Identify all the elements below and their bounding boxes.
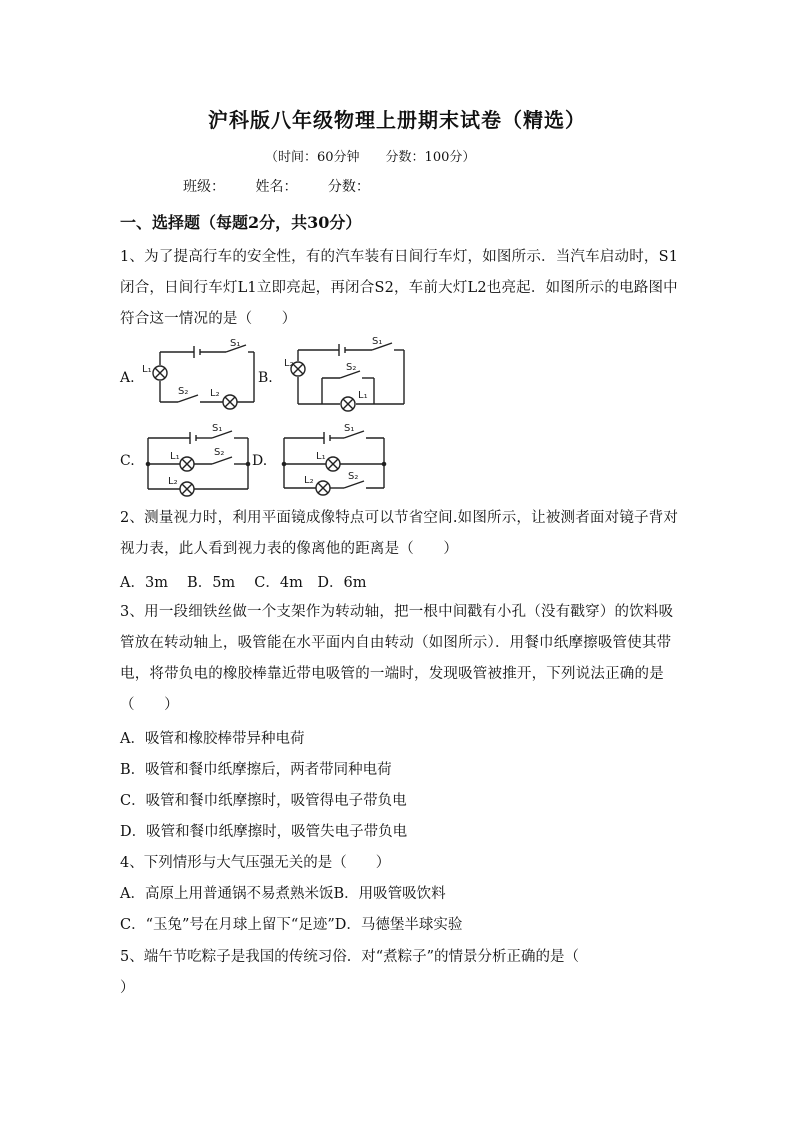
option-b-label: B. bbox=[258, 370, 273, 386]
label-s2: S₂ bbox=[346, 362, 357, 373]
question-3-stem: 3、用一段细铁丝做一个支架作为转动轴，把一根中间戳有小孔（没有戳穿）的饮料吸管放在转动轴上，吸管能在水平面内自由转动（如图所示）．用餐巾纸摩擦吸管使其带电，将带负电的橡胶棒靠近带电吸管的一端时，发现吸管被推开，下列说法正确的是（ ） bbox=[120, 604, 674, 713]
question-3-option-b: B．吸管和餐巾纸摩擦后，两者带同种电荷 bbox=[120, 762, 392, 778]
option-d-label: D. bbox=[252, 453, 268, 469]
label-l2: L₂ bbox=[210, 388, 220, 399]
label-l1: L₁ bbox=[142, 364, 152, 375]
score-field: 分数： bbox=[327, 179, 370, 195]
class-field: 班级： bbox=[183, 179, 225, 195]
question-4-stem: 4、下列情形与大气压强无关的是（ ） bbox=[120, 855, 391, 871]
exam-title: 沪科版八年级物理上册期末试卷（精选） bbox=[208, 108, 586, 132]
option-a-label: A. bbox=[120, 370, 135, 386]
circuit-d-diagram bbox=[278, 422, 393, 497]
question-5-stem: 5、端午节吃粽子是我国的传统习俗．对“煮粽子”的情景分析正确的是（ bbox=[120, 949, 580, 965]
question-3-option-d: D．吸管和餐巾纸摩擦时，吸管失电子带负电 bbox=[120, 824, 408, 840]
label-l2: L₂ bbox=[168, 476, 178, 487]
label-s1: S₁ bbox=[344, 423, 355, 434]
student-fields bbox=[183, 176, 396, 196]
label-l1: L₁ bbox=[358, 390, 368, 401]
question-2-stem: 2、测量视力时，利用平面镜成像特点可以节省空间.如图所示，让被测者面对镜子背对视力表，此人看到视力表的像离他的距离是（ ） bbox=[120, 510, 679, 557]
question-3-option-a: A．吸管和橡胶棒带异种电荷 bbox=[120, 731, 305, 747]
circuit-c-diagram bbox=[142, 422, 257, 497]
question-3-option-c: C．吸管和餐巾纸摩擦时，吸管得电子带负电 bbox=[120, 793, 407, 809]
label-l1: L₁ bbox=[170, 451, 180, 462]
name-field: 姓名： bbox=[255, 179, 298, 195]
question-1-stem: 1、为了提高行车的安全性，有的汽车装有日间行车灯，如图所示．当汽车启动时，S1闭合，日间行车灯L1立即亮起，再闭合S2，车前大灯L2也亮起．如图所示的电路图中符合这一情况的是（ ） bbox=[120, 249, 679, 327]
circuit-a-diagram bbox=[142, 338, 257, 418]
circuit-b-diagram bbox=[284, 336, 409, 416]
label-s1: S₁ bbox=[212, 423, 223, 434]
label-s1: S₁ bbox=[372, 336, 383, 347]
label-l1: L₁ bbox=[316, 451, 326, 462]
label-l2: L₂ bbox=[304, 475, 314, 486]
label-s1: S₁ bbox=[230, 338, 241, 349]
label-s2: S₂ bbox=[348, 471, 359, 482]
question-5-stem-end: ） bbox=[120, 980, 135, 996]
label-s2: S₂ bbox=[214, 447, 225, 458]
label-s2: S₂ bbox=[178, 386, 189, 397]
option-c-label: C. bbox=[120, 453, 135, 469]
section-heading: 一、选择题（每题2分，共30分） bbox=[120, 213, 362, 232]
question-4-options-ab: A．高原上用普通锅不易煮熟米饭B．用吸管吸饮料 bbox=[120, 886, 446, 902]
label-l2: L₂ bbox=[284, 358, 294, 369]
question-4-options-cd: C．“玉兔”号在月球上留下“足迹”D．马德堡半球实验 bbox=[120, 917, 463, 933]
exam-info: （时间：60分钟 分数：100分） bbox=[265, 150, 476, 165]
question-2-options: A．3m B．5m C．4m D．6m bbox=[120, 575, 367, 591]
